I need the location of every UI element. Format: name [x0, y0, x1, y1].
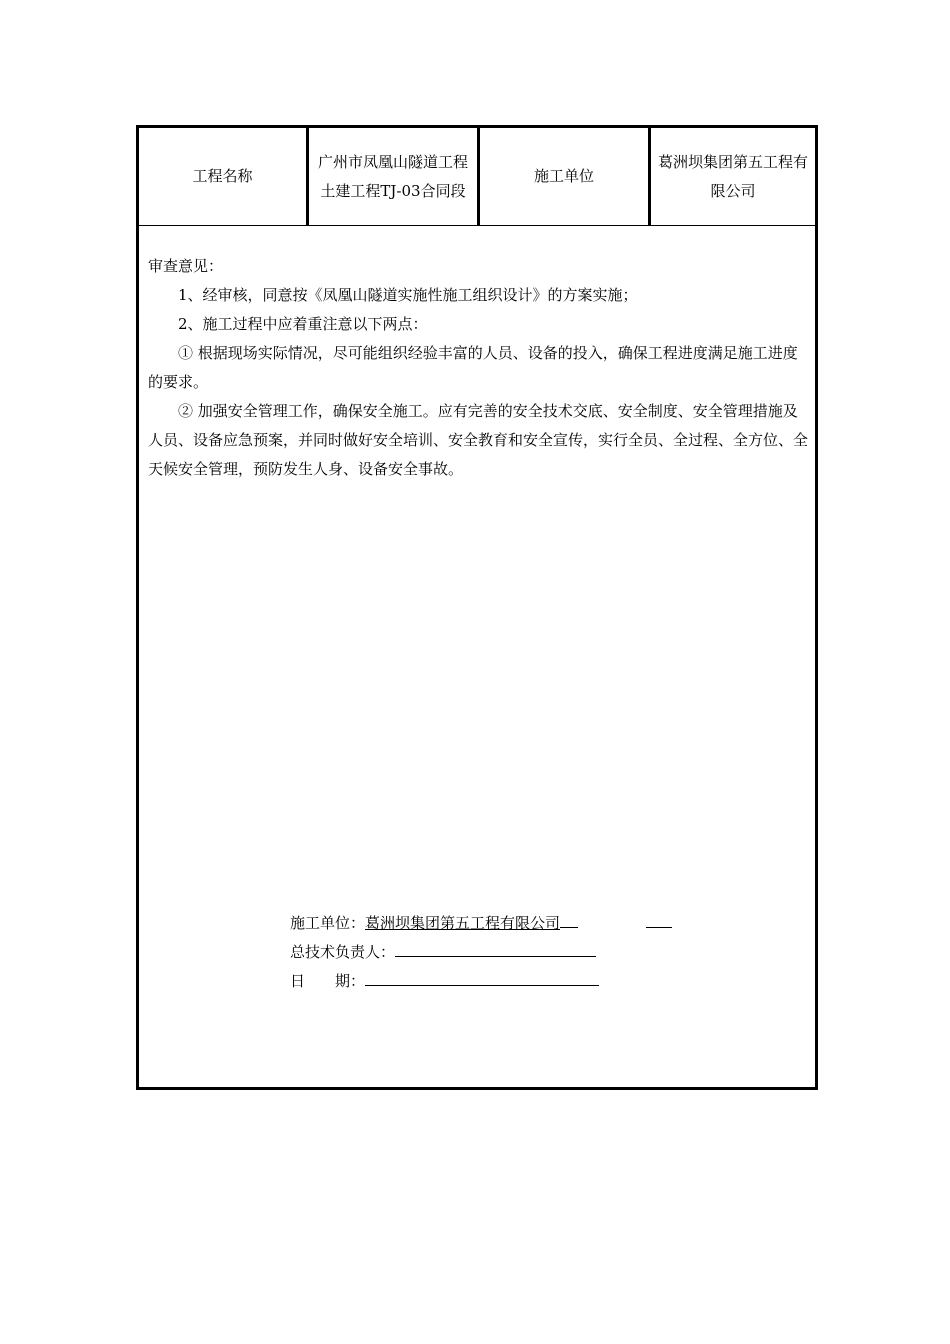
review-opinion — [148, 252, 809, 484]
project-name-value: 广州市凤凰山隧道工程土建工程TJ-03合同段 — [309, 128, 480, 225]
date-line — [365, 967, 599, 986]
signature-block — [290, 909, 672, 996]
opinion-area — [139, 225, 815, 1087]
contractor-label: 施工单位 — [480, 128, 651, 225]
unit-underline — [560, 909, 578, 928]
review-form — [136, 125, 818, 1090]
contractor-value: 葛洲坝集团第五工程有限公司 — [657, 152, 808, 200]
opinion-title: 审查意见： — [148, 257, 224, 275]
unit-row — [290, 909, 672, 938]
header-row — [139, 128, 815, 226]
opinion-item-2: 2、施工过程中应着重注意以下两点： — [178, 315, 428, 333]
unit-label: 施工单位： — [290, 914, 366, 932]
chief-signature-line — [395, 938, 596, 957]
project-name-label: 工程名称 — [139, 128, 309, 225]
opinion-item-4: ② 加强安全管理工作，确保安全施工。应有完善的安全技术交底、安全制度、安全管理措施及人员、设备应急预案，并同时做好安全培训、安全教育和安全宣传，实行全员、全过程、全方位、全天候安全管理，预防发生人身、设备安全事故。 — [148, 402, 809, 478]
chief-label: 总技术负责人： — [290, 943, 396, 961]
date-label: 日 期： — [290, 972, 366, 990]
opinion-item-3: ① 根据现场实际情况，尽可能组织经验丰富的人员、设备的投入，确保工程进度满足施工进度的要求。 — [148, 344, 798, 391]
chief-row — [290, 938, 672, 967]
unit-underline-tail — [646, 909, 672, 928]
date-row — [290, 967, 672, 996]
opinion-item-1: 1、经审核，同意按《凤凰山隧道实施性施工组织设计》的方案实施； — [178, 286, 638, 304]
unit-value: 葛洲坝集团第五工程有限公司 — [365, 914, 561, 932]
